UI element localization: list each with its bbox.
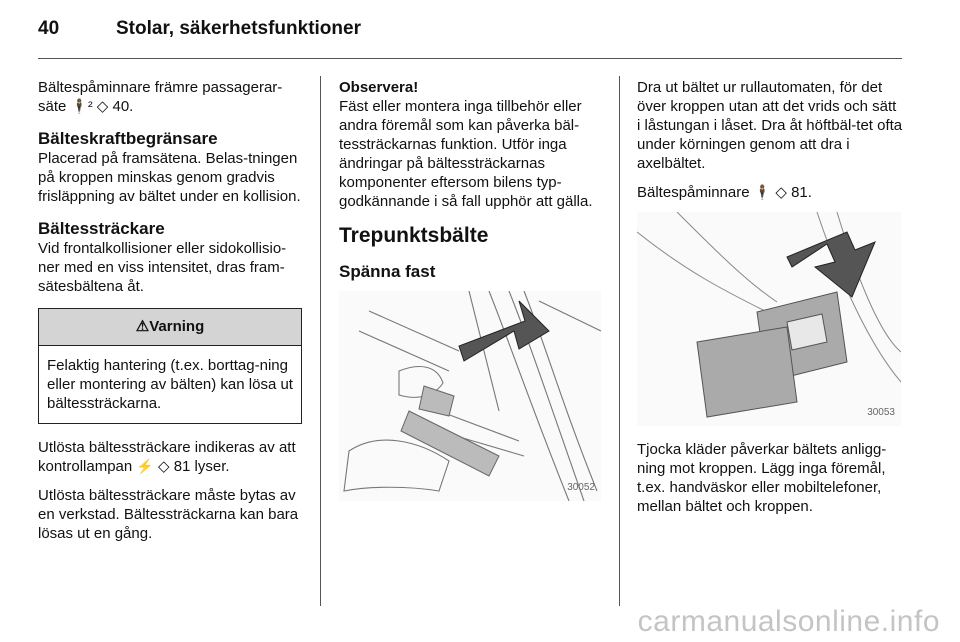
passenger-reminder-label: Bältespåminnare främre passagerar-säte: [38, 79, 283, 115]
buckle-illustration: [637, 212, 901, 426]
note-title: Observera!: [339, 79, 419, 96]
passenger-reminder-text: [38, 78, 302, 116]
column-1: [38, 78, 302, 553]
watermark: carmanualsonline.info: [637, 605, 940, 638]
fastening-illustration: [339, 291, 601, 501]
subheading-fasten: Spänna fast: [339, 262, 436, 281]
pretensioner-warning-lamp-icon: ⚡: [136, 458, 154, 474]
warning-triangle-icon: ⚠: [135, 318, 150, 335]
seatbelt-reminder-text: [637, 183, 903, 202]
warning-header: [39, 309, 301, 346]
triggered-indicator-text: [38, 438, 302, 476]
page-ref-link[interactable]: ◇ 81.: [775, 184, 812, 201]
page-ref-link[interactable]: ◇ 40.: [96, 98, 134, 115]
replacement-text: Utlösta bältessträckare måste bytas av en verkstad. Bältessträckarna kan bara lösas ut en gång.: [38, 487, 299, 542]
image-number: 30053: [867, 407, 895, 418]
triggered-indicator-label: Utlösta bältessträckare indikeras av att kontrollampan: [38, 439, 296, 475]
section-heading-three-point-belt: Trepunktsbälte: [339, 224, 489, 247]
force-limiter-text: Placerad på framsätena. Belas-tningen på kroppen minskas genom gradvis frisläppning av bältet under en kollision.: [38, 150, 301, 205]
image-number: 30052: [567, 482, 595, 493]
note-block: [339, 78, 603, 211]
buckle-drawing: [637, 212, 901, 426]
pretensioner-text: Vid frontalkollisioner eller sidokollisio-ner med en viss intensitet, dras fram-sätesbältena åt.: [38, 240, 287, 295]
seatbelt-reminder-label: Bältespåminnare: [637, 184, 750, 201]
warning-text: Felaktig hantering (t.ex. borttag-ning eller montering av bälten) kan lösa ut bältessträckarna.: [47, 357, 293, 412]
fasten-instructions-text: Dra ut bältet ur rullautomaten, för det över kroppen utan att det vrids och sätt i låstungan i låset. Dra åt höftbäl-tet ofta under körningen genom att dra i axelbältet.: [637, 79, 903, 172]
section-heading-force-limiter: Bälteskraftbegränsare: [38, 129, 218, 148]
page-title: Stolar, säkerhetsfunktioner: [116, 18, 361, 39]
column-3: [637, 78, 903, 526]
page-number: 40: [38, 18, 60, 39]
page-header: [38, 18, 361, 40]
seatbelt-reminder-icon: 🕴²: [70, 98, 93, 114]
warning-title: Varning: [149, 318, 205, 335]
section-heading-pretensioner: Bältessträckare: [38, 219, 165, 238]
belt-fastening-drawing: [339, 291, 601, 501]
clothing-advice-text: Tjocka kläder påverkar bältets anligg-ning mot kroppen. Lägg inga föremål, t.ex. handväskor eller mobiltelefoner, mellan bältet och kroppen.: [637, 441, 887, 515]
column-divider-1: [320, 76, 321, 606]
column-divider-2: [619, 76, 620, 606]
page-ref-link[interactable]: ◇ 81 lyser.: [158, 458, 230, 475]
seatbelt-reminder-icon: 🕴: [753, 184, 772, 200]
note-text: Fäst eller montera inga tillbehör eller andra föremål som kan påverka bäl-tessträckarnas funktion. Utför inga ändringar på bältessträckarnas komponenter eftersom bilens typ-godkännande i så fall upphör att gälla.: [339, 98, 593, 210]
warning-box: [38, 308, 302, 424]
header-rule: [38, 58, 902, 59]
column-2: [339, 78, 603, 501]
